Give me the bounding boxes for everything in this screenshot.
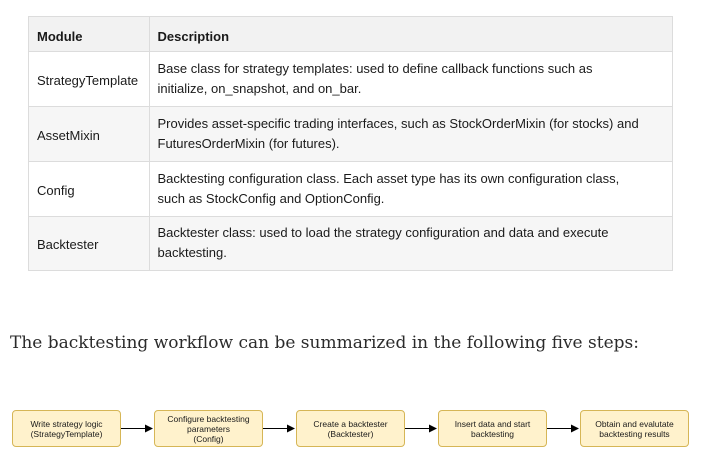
- description-line: such as StockConfig and OptionConfig.: [157, 190, 385, 206]
- description-line: Provides asset-specific trading interfaces, such as StockOrderMixin (for stocks) and: [157, 115, 639, 131]
- description-cell: [149, 106, 672, 161]
- description-cell: [149, 216, 672, 270]
- description-cell: [149, 161, 672, 216]
- workflow-step-configure: Configure backtesting parameters (Config): [154, 410, 263, 447]
- description-line: Backtester class: used to load the strategy configuration and data and execute: [157, 225, 609, 241]
- description-line: Backtesting configuration class. Each asset type has its own configuration class,: [157, 170, 620, 186]
- workflow-step-evaluate-results: Obtain and evalutate backtesting results: [580, 410, 689, 447]
- modules-table-container: [28, 16, 673, 271]
- description-line: initialize, on_snapshot, and on_bar.: [157, 80, 362, 96]
- module-cell: StrategyTemplate: [29, 51, 149, 106]
- description-line: Base class for strategy templates: used to define callback functions such as: [157, 60, 593, 76]
- table-header-row: [29, 17, 672, 51]
- column-header-module: Module: [29, 17, 149, 51]
- description-line: backtesting.: [157, 245, 227, 261]
- workflow-step-insert-data: Insert data and start backtesting: [438, 410, 547, 447]
- workflow-step-create-backtester: Create a backtester (Backtester): [296, 410, 405, 447]
- workflow-summary-text: The backtesting workflow can be summarized in the following five steps:: [10, 333, 639, 353]
- column-header-description: Description: [149, 17, 672, 51]
- table-row: [29, 106, 672, 161]
- description-line: FuturesOrderMixin (for futures).: [157, 135, 340, 151]
- module-cell: Config: [29, 161, 149, 216]
- description-cell: [149, 51, 672, 106]
- workflow-step-write-strategy: Write strategy logic (StrategyTemplate): [12, 410, 121, 447]
- table-row: [29, 216, 672, 270]
- table-row: [29, 51, 672, 106]
- modules-table: [29, 17, 672, 270]
- module-cell: Backtester: [29, 216, 149, 270]
- module-cell: AssetMixin: [29, 106, 149, 161]
- table-row: [29, 161, 672, 216]
